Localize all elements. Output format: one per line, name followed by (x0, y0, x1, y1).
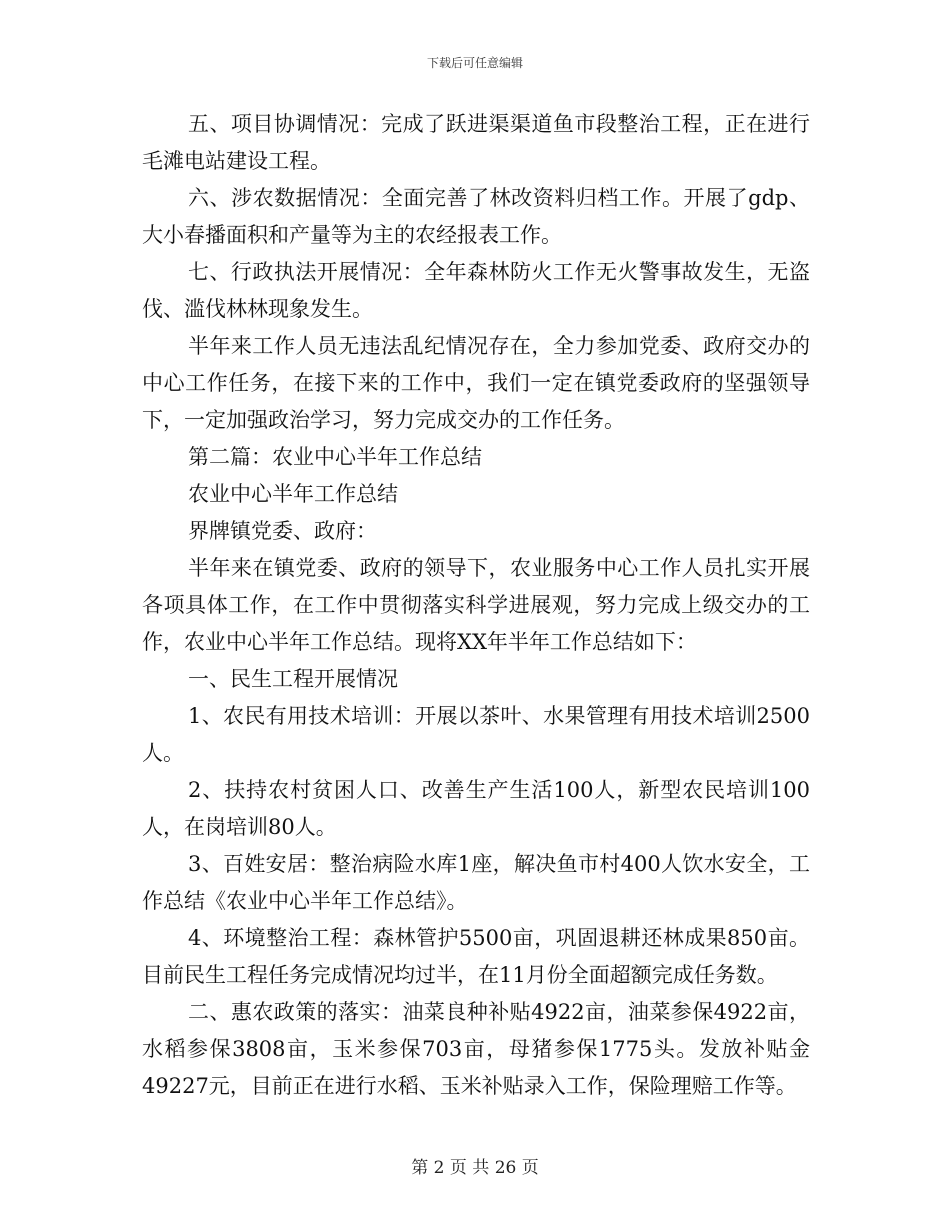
section-heading-livelihood: 一、民生工程开展情况 (188, 667, 398, 691)
section-heading-part-two: 第二篇：农业中心半年工作总结 (188, 445, 482, 469)
paragraph-law-enforcement: 七、行政执法开展情况：全年森林防火工作无火警事故发生，无盗伐、滥伐林林现象发生。 (142, 260, 810, 321)
list-item-training: 1、农民有用技术培训：开展以茶叶、水果管理有用技术培训2500人。 (142, 704, 810, 765)
salutation: 界牌镇党委、政府： (188, 519, 377, 543)
list-item-housing: 3、百姓安居：整治病险水库1座，解决鱼市村400人饮水安全，工作总结《农业中心半年工作总结》。 (142, 852, 810, 913)
paragraph-project-coordination: 五、项目协调情况：完成了跃进渠渠道鱼市段整治工程，正在进行毛滩电站建设工程。 (142, 112, 810, 173)
document-title: 农业中心半年工作总结 (188, 482, 398, 506)
page-header-note: 下载后可任意编辑 (426, 56, 523, 70)
document-body (142, 106, 810, 1105)
paragraph-agri-data: 六、涉农数据情况：全面完善了林改资料归档工作。开展了gdp、大小春播面积和产量等为主的农经报表工作。 (142, 186, 810, 247)
list-item-environment: 4、环境整治工程：森林管护5500亩，巩固退耕还林成果850亩。目前民生工程任务完成情况均过半，在11月份全面超额完成任务数。 (142, 926, 810, 987)
paragraph-intro: 半年来在镇党委、政府的领导下，农业服务中心工作人员扎实开展各项具体工作，在工作中贯彻落实科学进展观，努力完成上级交办的工作，农业中心半年工作总结。现将XX年半年工作总结如下： (142, 556, 810, 654)
list-item-poverty-support: 2、扶持农村贫困人口、改善生产生活100人，新型农民培训100人，在岗培训80人。 (142, 778, 810, 839)
page-number-footer: 第 2 页 共 26 页 (411, 1158, 539, 1178)
paragraph-subsidy-policy: 二、惠农政策的落实：油菜良种补贴4922亩，油菜参保4922亩，水稻参保3808亩，玉米参保703亩，母猪参保1775头。发放补贴金49227元，目前正在进行水稻、玉米补贴录入工作，保险理赔工作等。 (142, 1000, 810, 1098)
paragraph-half-year-summary: 半年来工作人员无违法乱纪情况存在，全力参加党委、政府交办的中心工作任务，在接下来的工作中，我们一定在镇党委政府的坚强领导下，一定加强政治学习，努力完成交办的工作任务。 (142, 334, 810, 432)
